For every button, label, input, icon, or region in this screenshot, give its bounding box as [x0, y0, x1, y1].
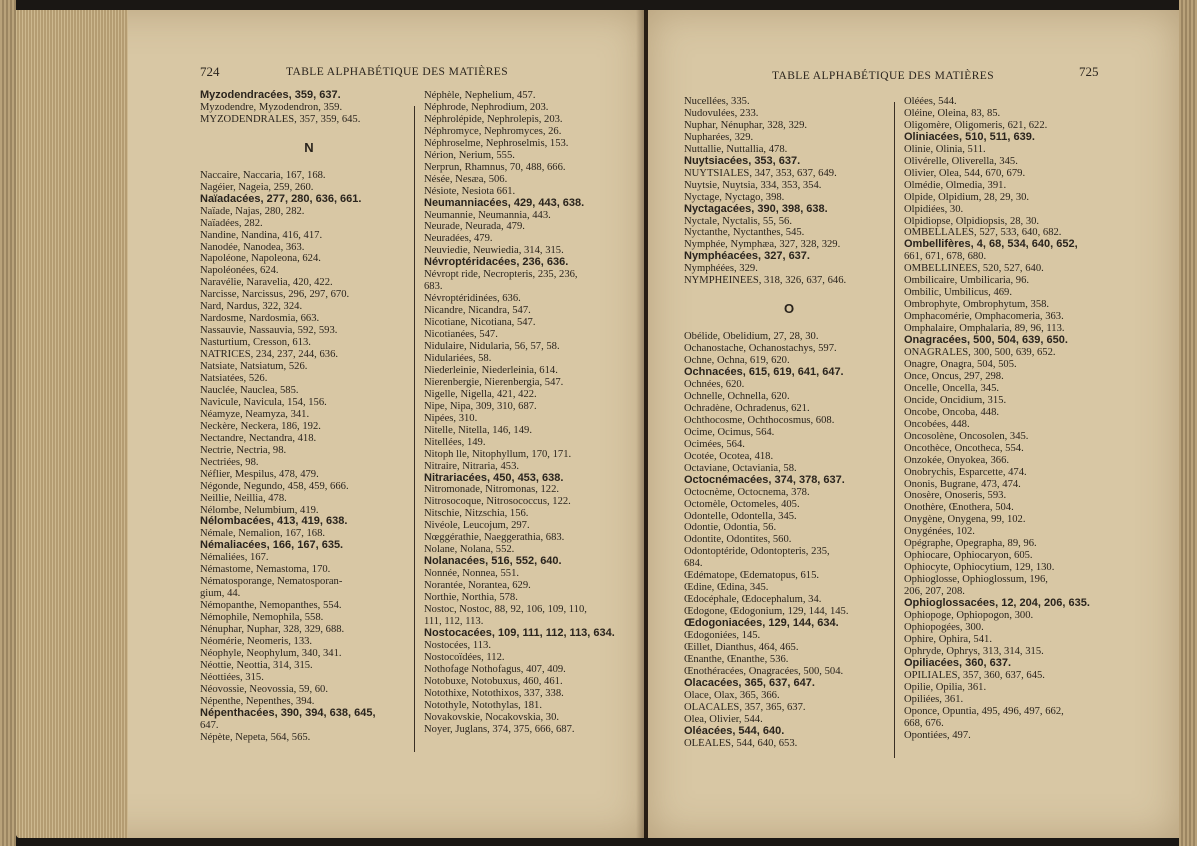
index-entry: Octomèle, Octomeles, 405.	[684, 498, 800, 510]
index-entry: Olea, Olivier, 544.	[684, 713, 763, 725]
index-entry: Oncelle, Oncella, 345.	[904, 382, 1000, 394]
index-entry: Nauclée, Nauclea, 585.	[200, 384, 299, 396]
index-entry: Olpide, Olpidium, 28, 29, 30.	[904, 191, 1030, 203]
index-entry: Nagéier, Nageia, 259, 260.	[200, 181, 314, 193]
index-entry: Nitraire, Nitraria, 453.	[424, 460, 520, 472]
index-entry: Ochnacées, 615, 619, 641, 647.	[684, 367, 844, 379]
index-entry: Nœggérathie, Naeggerathia, 683.	[424, 532, 565, 544]
index-entry: MYZODENDRALES, 357, 359, 645.	[200, 113, 361, 125]
index-entry: Nyctanthe, Nyctanthes, 545.	[684, 227, 805, 239]
index-entry: Nothofage Nothofagus, 407, 409.	[424, 663, 566, 675]
index-entry: Notothixe, Notothixos, 337, 338.	[424, 687, 564, 699]
index-entry: Navicule, Navicula, 154, 156.	[200, 396, 327, 408]
index-entry: Œnanthe, Œnanthe, 536.	[684, 653, 789, 665]
index-entry: Nectandre, Nectandra, 418.	[200, 432, 317, 444]
index-entry: Ochanostache, Ochanostachys, 597.	[684, 343, 837, 355]
index-entry: Neillie, Neillia, 478.	[200, 492, 287, 504]
index-entry: Ochnées, 620.	[684, 379, 745, 391]
index-entry: Néphromyce, Nephromyces, 26.	[424, 125, 562, 137]
left-page	[16, 10, 644, 838]
index-entry: Œdine, Œdina, 345.	[684, 582, 769, 594]
index-entry: Némophile, Nemophila, 558.	[200, 612, 324, 624]
index-entry: Nématosporange, Nematosporan-	[200, 576, 343, 588]
index-entry: Onobrychis, Esparcette, 474.	[904, 466, 1027, 478]
index-entry: Népenthacées, 390, 394, 638, 645,	[200, 707, 376, 719]
index-entry: Néomérie, Neomeris, 133.	[200, 635, 313, 647]
index-entry: Nuytsie, Nuytsia, 334, 353, 354.	[684, 179, 822, 191]
index-entry: Nénuphar, Nuphar, 328, 329, 688.	[200, 624, 345, 636]
index-entry: Olmédie, Olmedia, 391.	[904, 179, 1007, 191]
index-entry: Oncosolène, Oncosolen, 345.	[904, 430, 1029, 442]
index-entry: Nivéole, Leucojum, 297.	[424, 520, 530, 532]
index-entry: Némopanthe, Nemopanthes, 554.	[200, 600, 342, 612]
index-entry: Nard, Nardus, 322, 324.	[200, 301, 303, 313]
index-entry: Myzodendracées, 359, 637.	[200, 90, 341, 101]
index-entry: Néamyze, Neamyza, 341.	[200, 408, 310, 420]
index-entry: Octaviane, Octaviania, 58.	[684, 462, 797, 474]
index-entry: Olacacées, 365, 637, 647.	[684, 677, 815, 689]
index-entry: Oponce, Opuntia, 495, 496, 497, 662,	[904, 705, 1064, 717]
column-rule-left	[414, 106, 415, 752]
index-entry: Odontie, Odontia, 56.	[684, 522, 777, 534]
index-entry: Onagre, Onagra, 504, 505.	[904, 358, 1017, 370]
index-entry: Œdogoniées, 145.	[684, 630, 761, 642]
index-entry: Olpidiopse, Olpidiopsis, 28, 30.	[904, 215, 1040, 227]
index-entry: Naïadées, 282.	[200, 217, 263, 229]
index-entry: Nicotiane, Nicotiana, 547.	[424, 317, 536, 329]
index-entry: Nitellées, 149.	[424, 436, 486, 448]
index-entry: OMBELLALES, 527, 533, 640, 682.	[904, 227, 1062, 239]
index-entry: Nidulaire, Nidularia, 56, 57, 58.	[424, 341, 560, 353]
index-entry: Oléacées, 544, 640.	[684, 725, 785, 737]
spacer	[200, 126, 418, 138]
index-entry: Nanodée, Nanodea, 363.	[200, 241, 305, 253]
index-entry: Némaliées, 167.	[200, 552, 269, 564]
index-entry: Néphrolépide, Nephrolepis, 203.	[424, 113, 563, 125]
index-entry: Neckère, Neckera, 186, 192.	[200, 420, 321, 432]
index-entry: OLACALES, 357, 365, 637.	[684, 701, 806, 713]
index-entry: Nostoc, Nostoc, 88, 92, 106, 109, 110,	[424, 603, 587, 615]
spacer	[200, 158, 418, 170]
index-entry: Olinie, Olinia, 511.	[904, 143, 986, 155]
index-entry: Ophioglossacées, 12, 204, 206, 635.	[904, 598, 1090, 610]
index-entry: Neuviedie, Neuwiedia, 314, 315.	[424, 245, 564, 257]
index-entry: Nupharées, 329.	[684, 131, 754, 143]
index-entry: Novakovskie, Nocakovskia, 30.	[424, 711, 560, 723]
index-entry: Neuradées, 479.	[424, 233, 493, 245]
index-entry: Ophiocare, Ophiocaryon, 605.	[904, 550, 1033, 562]
index-entry: Narcisse, Narcissus, 296, 297, 670.	[200, 289, 350, 301]
index-entry: Nucellées, 335.	[684, 96, 750, 107]
index-entry: Néophyle, Neophylum, 340, 341.	[200, 647, 342, 659]
index-entry: Onagracées, 500, 504, 639, 650.	[904, 335, 1068, 347]
right-page-number: 725	[1079, 64, 1099, 79]
index-entry: OMBELLINÉES, 520, 527, 640.	[904, 263, 1044, 275]
index-entry: Oncothèce, Oncotheca, 554.	[904, 442, 1024, 454]
index-entry: OLÉALES, 544, 640, 653.	[684, 737, 798, 749]
index-entry: Ophiopogées, 300.	[904, 621, 984, 633]
index-entry: Ombilic, Umbilicus, 469.	[904, 287, 1012, 299]
index-entry: Nélombe, Nelumbium, 419.	[200, 504, 319, 516]
index-entry: Naïade, Najas, 280, 282.	[200, 205, 305, 217]
index-entry: Nitrosocoque, Nitrosococcus, 122.	[424, 496, 571, 508]
index-entry: Ophioglosse, Ophioglossum, 196,	[904, 574, 1048, 586]
index-entry: 668, 676.	[904, 717, 944, 729]
index-entry: Nymphéées, 329.	[684, 263, 758, 275]
index-entry: Olace, Olax, 365, 366.	[684, 689, 780, 701]
index-entry: Néottiées, 315.	[200, 671, 264, 683]
index-entry: Once, Oncus, 297, 298.	[904, 370, 1004, 382]
index-entry: Nandine, Nandina, 416, 417.	[200, 229, 323, 241]
index-entry: Œdocéphale, Œdocephalum, 34.	[684, 594, 822, 606]
index-entry: Odontelle, Odontella, 345.	[684, 510, 797, 522]
index-entry: Névroptéridinées, 636.	[424, 293, 521, 305]
index-entry: Octocnémacées, 374, 378, 637.	[684, 474, 845, 486]
index-entry: Nipe, Nipa, 309, 310, 687.	[424, 400, 537, 412]
index-entry: Onosère, Onoseris, 593.	[904, 490, 1007, 502]
index-entry: Nésiote, Nesiota 661.	[424, 185, 516, 197]
index-entry: Ochne, Ochna, 619, 620.	[684, 355, 790, 367]
index-entry: Olpidiées, 30.	[904, 203, 964, 215]
index-entry: Ochnelle, Ochnella, 620.	[684, 390, 790, 402]
right-book-edge	[1179, 0, 1197, 846]
index-entry: Napoléone, Napoleona, 624.	[200, 253, 321, 265]
index-entry: Naïadacées, 277, 280, 636, 661.	[200, 193, 362, 205]
index-entry: Ophiocyte, Ophiocytium, 129, 130.	[904, 562, 1055, 574]
index-entry: Ophire, Ophira, 541.	[904, 633, 992, 645]
index-entry: Nonnée, Nonnea, 551.	[424, 568, 520, 580]
index-entry: 684.	[684, 558, 703, 570]
spacer	[684, 319, 894, 331]
index-entry: Obélide, Obelidium, 27, 28, 30.	[684, 331, 819, 343]
left-running-head: TABLE ALPHABÉTIQUE DES MATIÈRES	[286, 66, 508, 78]
index-entry: Némastome, Nemastoma, 170.	[200, 564, 331, 576]
index-entry: Nésée, Nesæa, 506.	[424, 173, 508, 185]
index-entry: Ocime, Ocimus, 564.	[684, 426, 775, 438]
index-entry: Olivérelle, Oliverella, 345.	[904, 155, 1018, 167]
index-entry: Myzodendre, Myzodendron, 359.	[200, 101, 343, 113]
index-entry: Odontite, Odontites, 560.	[684, 534, 792, 546]
index-entry: OPILIALES, 357, 360, 637, 645.	[904, 669, 1045, 681]
right-running-head: TABLE ALPHABÉTIQUE DES MATIÈRES	[772, 70, 994, 82]
index-entry: Nérion, Nerium, 555.	[424, 149, 515, 161]
index-entry: Neumannie, Neumannia, 443.	[424, 209, 551, 221]
index-entry: 206, 207, 208.	[904, 586, 965, 598]
index-entry: Niederleinie, Niederleinia, 614.	[424, 364, 558, 376]
index-entry: Ocotée, Ocotea, 418.	[684, 450, 774, 462]
index-entry: Nitschie, Nitzschia, 156.	[424, 508, 529, 520]
index-entry: Oléées, 544.	[904, 96, 957, 107]
index-entry: Nectrie, Nectria, 98.	[200, 444, 287, 456]
index-entry: Ononis, Bugrane, 473, 474.	[904, 478, 1021, 490]
index-entry: Opégraphe, Opegrapha, 89, 96.	[904, 538, 1037, 550]
index-entry: Oncobées, 448.	[904, 418, 970, 430]
left-book-edge	[0, 0, 16, 846]
index-entry: Nicandre, Nicandra, 547.	[424, 305, 531, 317]
index-entry: Néphroselme, Nephroselmis, 153.	[424, 137, 569, 149]
section-letter: O	[783, 303, 795, 316]
index-entry: Nipées, 310.	[424, 412, 478, 424]
index-entry: Opiliées, 361.	[904, 693, 964, 705]
index-entry: Noyer, Juglans, 374, 375, 666, 687.	[424, 723, 575, 735]
index-entry: Olivier, Olea, 544, 670, 679.	[904, 167, 1026, 179]
left-page-number: 724	[200, 64, 220, 79]
index-entry: Nitoph lle, Nitophyllum, 170, 171.	[424, 448, 572, 460]
index-entry: Nyctagacées, 390, 398, 638.	[684, 203, 828, 215]
column-rule-right	[894, 102, 895, 758]
index-entry: Nardosme, Nardosmia, 663.	[200, 313, 320, 325]
index-entry: 661, 671, 678, 680.	[904, 251, 987, 263]
right-index-column-2	[904, 96, 1122, 741]
index-entry: Opilie, Opilia, 361.	[904, 681, 987, 693]
index-entry: Nyctage, Nyctago, 398.	[684, 191, 785, 203]
index-entry: Ombellifères, 4, 68, 534, 640, 652,	[904, 239, 1078, 251]
index-entry: Néottie, Neottia, 314, 315.	[200, 659, 313, 671]
index-entry: Nostocoïdées, 112.	[424, 651, 505, 663]
index-entry: Nierenbergie, Nierenbergia, 547.	[424, 376, 564, 388]
right-index-column-1	[684, 96, 894, 750]
index-entry: Népenthe, Nepenthes, 394.	[200, 695, 315, 707]
index-entry: Nigelle, Nigella, 421, 422.	[424, 388, 537, 400]
index-entry: Natsiate, Natsiatum, 526.	[200, 361, 308, 373]
index-entry: Ombilicaire, Umbilicaria, 96.	[904, 275, 1030, 287]
left-index-column-1	[200, 90, 418, 744]
index-entry: Onzokée, Onyokea, 366.	[904, 454, 1010, 466]
index-entry: Nudovulées, 233.	[684, 107, 759, 119]
index-entry: Nyctale, Nyctalis, 55, 56.	[684, 215, 792, 227]
index-entry: Omphacomérie, Omphacomeria, 363.	[904, 311, 1064, 323]
index-entry: Octocnème, Octocnema, 378.	[684, 486, 810, 498]
index-entry: Napoléonées, 624.	[200, 265, 279, 277]
index-entry: NYMPHÉINÉES, 318, 326, 637, 646.	[684, 275, 847, 287]
index-entry: Opiliacées, 360, 637.	[904, 657, 1012, 669]
index-entry: Nymphée, Nymphæa, 327, 328, 329.	[684, 239, 841, 251]
index-entry: Névroptéridacées, 236, 636.	[424, 257, 569, 269]
index-entry: Northie, Northia, 578.	[424, 592, 518, 604]
index-entry: Neumanniacées, 429, 443, 638.	[424, 197, 585, 209]
section-letter: N	[304, 141, 314, 154]
index-entry: Nasturtium, Cresson, 613.	[200, 337, 311, 349]
index-entry: Ophryde, Ophrys, 313, 314, 315.	[904, 645, 1044, 657]
page-stack-edge	[16, 10, 128, 838]
index-entry: Népète, Nepeta, 564, 565.	[200, 731, 311, 743]
index-entry: Œillet, Dianthus, 464, 465.	[684, 641, 799, 653]
index-entry: Nélombacées, 413, 419, 638.	[200, 516, 348, 528]
index-entry: Ochthocosme, Ochthocosmus, 608.	[684, 414, 835, 426]
index-entry: Névropt ride, Necropteris, 235, 236,	[424, 269, 578, 281]
index-entry: Onothère, Œnothera, 504.	[904, 502, 1014, 514]
index-entry: Oncide, Oncidium, 315.	[904, 394, 1007, 406]
index-entry: Négonde, Negundo, 458, 459, 666.	[200, 480, 349, 492]
index-entry: Neurade, Neurada, 479.	[424, 221, 525, 233]
index-entry: NATRICES, 234, 237, 244, 636.	[200, 349, 339, 361]
index-entry: 111, 112, 113.	[424, 615, 484, 627]
index-entry: Nolane, Nolana, 552.	[424, 544, 515, 556]
index-entry: Némaliacées, 166, 167, 635.	[200, 540, 344, 552]
index-entry: Néovossie, Neovossia, 59, 60.	[200, 683, 328, 695]
index-entry: Œnothéracées, Onagracées, 500, 504.	[684, 665, 844, 677]
index-entry: Norantée, Norantea, 629.	[424, 580, 531, 592]
index-entry: Omphalaire, Omphalaria, 89, 96, 113.	[904, 323, 1065, 335]
index-entry: Néflier, Mespilus, 478, 479.	[200, 468, 319, 480]
index-entry: Nitelle, Nitella, 146, 149.	[424, 424, 532, 436]
left-index-column-2	[424, 90, 634, 735]
index-entry: Notothyle, Notothylas, 181.	[424, 699, 542, 711]
index-entry: Naccaire, Naccaria, 167, 168.	[200, 169, 326, 181]
index-entry: Ombrophyte, Ombrophytum, 358.	[904, 299, 1050, 311]
right-page	[648, 10, 1179, 838]
index-entry: Œdématope, Œdematopus, 615.	[684, 570, 820, 582]
index-entry: Nitrariacées, 450, 453, 638.	[424, 472, 564, 484]
index-entry: Nitromonade, Nitromonas, 122.	[424, 484, 560, 496]
index-entry: Nymphéacées, 327, 637.	[684, 251, 810, 263]
index-entry: Oligomère, Oligomeris, 621, 622.	[904, 119, 1048, 131]
index-entry: 647.	[200, 719, 219, 731]
index-entry: Naravélie, Naravelia, 420, 422.	[200, 277, 333, 289]
index-entry: Natsiatées, 526.	[200, 373, 268, 385]
index-entry: Nectriées, 98.	[200, 456, 259, 468]
index-entry: Œdogoniacées, 129, 144, 634.	[684, 618, 839, 630]
index-entry: NUYTSIALES, 347, 353, 637, 649.	[684, 167, 837, 179]
index-entry: Nuphar, Nénuphar, 328, 329.	[684, 119, 808, 131]
index-entry: Onygénées, 102.	[904, 526, 975, 538]
index-entry: Nostocacées, 109, 111, 112, 113, 634.	[424, 627, 615, 639]
index-entry: Ophiopoge, Ophiopogon, 300.	[904, 609, 1034, 621]
index-entry: Oléine, Oleina, 83, 85.	[904, 107, 1001, 119]
index-entry: Nidulariées, 58.	[424, 352, 492, 364]
index-entry: Œdogone, Œdogonium, 129, 144, 145.	[684, 606, 849, 618]
index-entry: Nerprun, Rhamnus, 70, 488, 666.	[424, 161, 566, 173]
spacer	[684, 287, 894, 299]
index-entry: Néphèle, Nephelium, 457.	[424, 90, 536, 101]
index-entry: 683.	[424, 281, 443, 293]
index-entry: Oliniacées, 510, 511, 639.	[904, 131, 1035, 143]
index-entry: ONAGRALES, 300, 500, 639, 652.	[904, 347, 1056, 359]
index-entry: Ochradène, Ochradenus, 621.	[684, 402, 810, 414]
index-entry: gium, 44.	[200, 588, 241, 600]
index-entry: Nuytsiacées, 353, 637.	[684, 155, 801, 167]
index-entry: Néphrode, Nephrodium, 203.	[424, 101, 549, 113]
index-entry: Nuttallie, Nuttallia, 478.	[684, 143, 788, 155]
index-entry: Odontoptéride, Odontopteris, 235,	[684, 546, 830, 558]
index-entry: Notobuxe, Notobuxus, 460, 461.	[424, 675, 563, 687]
index-entry: Nolanacées, 516, 552, 640.	[424, 556, 562, 568]
index-entry: Onygène, Onygena, 99, 102.	[904, 514, 1026, 526]
index-entry: Nassauvie, Nassauvia, 592, 593.	[200, 325, 338, 337]
index-entry: Nicotianées, 547.	[424, 329, 498, 341]
index-entry: Opontiées, 497.	[904, 729, 971, 741]
index-entry: Némale, Nemalion, 167, 168.	[200, 528, 326, 540]
index-entry: Ocimées, 564.	[684, 438, 745, 450]
index-entry: Oncobe, Oncoba, 448.	[904, 406, 1000, 418]
index-entry: Nostocées, 113.	[424, 639, 491, 651]
